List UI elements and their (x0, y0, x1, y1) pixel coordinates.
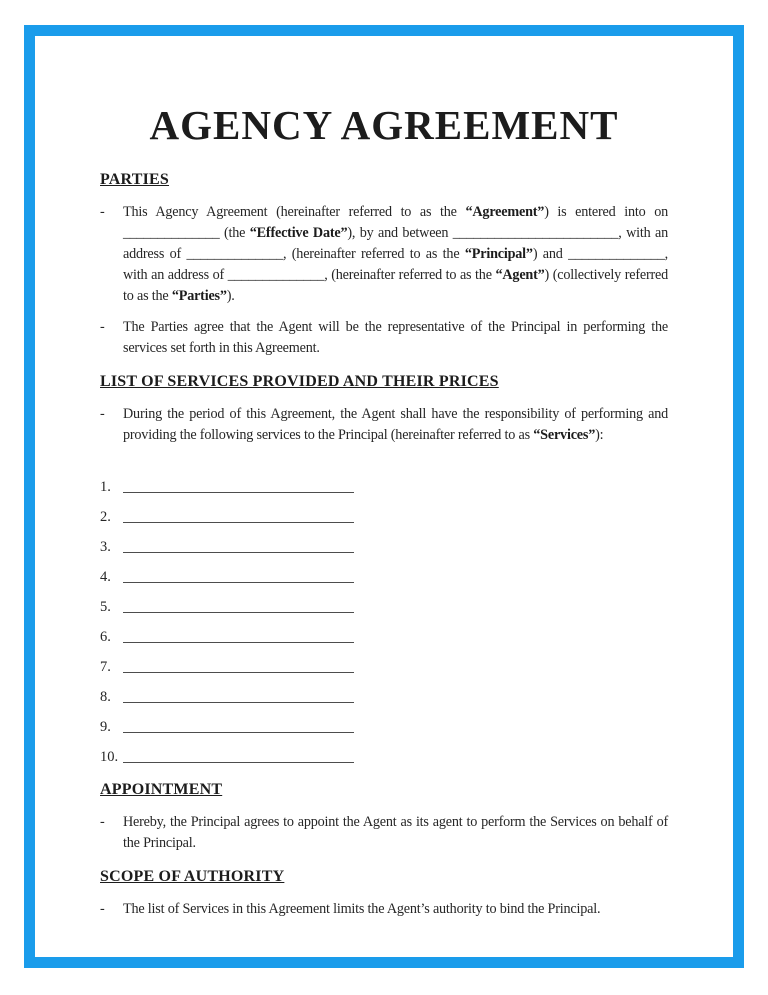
defined-term: “Agent” (495, 267, 545, 283)
blank-line (123, 732, 354, 733)
service-blank-row (100, 617, 668, 647)
text-run: ) (collectively referred to as the (123, 267, 669, 304)
paragraph-text (123, 899, 668, 920)
defined-term: “Services” (533, 427, 596, 443)
text-run: ). (226, 288, 235, 304)
section-appointment (100, 780, 668, 854)
service-blank-row (100, 557, 668, 587)
blank-line (123, 492, 354, 493)
blank-line (123, 642, 354, 643)
defined-term: “Agreement” (465, 204, 545, 220)
defined-term: “Principal” (464, 246, 533, 262)
section-parties (100, 170, 668, 359)
section-heading: PARTIES (100, 171, 170, 188)
blank-line (123, 762, 354, 763)
service-blank-row (100, 527, 668, 557)
service-number: 9. (100, 719, 111, 735)
paragraph-text (123, 404, 668, 446)
service-blank-row (100, 737, 668, 767)
section-scope-of-authority (100, 867, 668, 920)
text-run: Hereby, the Principal agrees to appoint the Agent as its agent to perform the Services on behalf of the Principal. (123, 814, 668, 851)
service-blank-row (100, 647, 668, 677)
service-number: 8. (100, 689, 111, 705)
blank-line (123, 672, 354, 673)
section-heading: APPOINTMENT (100, 781, 223, 798)
text-run: The Parties agree that the Agent will be the representative of the Principal in performing the services set forth in this Agreement. (123, 319, 668, 356)
bullet-paragraph (100, 317, 668, 359)
bullet-paragraph (100, 899, 668, 920)
paragraph-text (123, 812, 668, 854)
blank-line (123, 522, 354, 523)
service-number: 5. (100, 599, 111, 615)
text-run: During the period of this Agreement, the Agent shall have the responsibility of performing and providing the following services to the Principal (hereinafter referred to as (123, 406, 668, 443)
service-blank-row (100, 587, 668, 617)
page-border-frame (24, 25, 744, 968)
text-run: This Agency Agreement (hereinafter referred to as the (123, 204, 466, 220)
bullet-dash-icon: - (100, 406, 105, 422)
paragraph-text (123, 317, 668, 359)
text-run: ), by and between ________________________, with an address of ______________, (hereinafter referred to as the (123, 225, 668, 262)
services-blank-list (100, 467, 668, 767)
document-title: AGENCY AGREEMENT (149, 102, 619, 148)
bullet-paragraph (100, 404, 668, 446)
service-blank-row (100, 467, 668, 497)
document-body (100, 170, 668, 920)
text-run: The list of Services in this Agreement limits the Agent’s authority to bind the Principal. (123, 901, 601, 917)
section-heading: SCOPE OF AUTHORITY (100, 868, 285, 885)
bullet-dash-icon: - (100, 901, 105, 917)
service-number: 1. (100, 479, 111, 495)
service-number: 6. (100, 629, 111, 645)
defined-term: “Parties” (171, 288, 227, 304)
service-blank-row (100, 677, 668, 707)
document-content (35, 36, 733, 920)
blank-line (123, 702, 354, 703)
bullet-dash-icon: - (100, 204, 105, 220)
service-number: 2. (100, 509, 111, 525)
blank-line (123, 612, 354, 613)
service-blank-row (100, 707, 668, 737)
service-blank-row (100, 497, 668, 527)
service-number: 7. (100, 659, 111, 675)
service-number: 3. (100, 539, 111, 555)
text-run: ) and ______________, with an address of ______________, (hereinafter referred to as the (123, 246, 668, 283)
defined-term: “Effective Date” (249, 225, 348, 241)
blank-line (123, 552, 354, 553)
section-heading: LIST OF SERVICES PROVIDED AND THEIR PRICES (100, 373, 499, 390)
blank-line (123, 582, 354, 583)
text-run: ) is entered into on ______________ (the (123, 204, 668, 241)
service-number: 10. (100, 749, 119, 765)
bullet-dash-icon: - (100, 814, 105, 830)
section-services (100, 372, 668, 767)
service-number: 4. (100, 569, 111, 585)
bullet-dash-icon: - (100, 319, 105, 335)
bullet-paragraph (100, 812, 668, 854)
bullet-paragraph (100, 202, 668, 307)
text-run: ): (595, 427, 604, 443)
paragraph-text (123, 202, 668, 307)
